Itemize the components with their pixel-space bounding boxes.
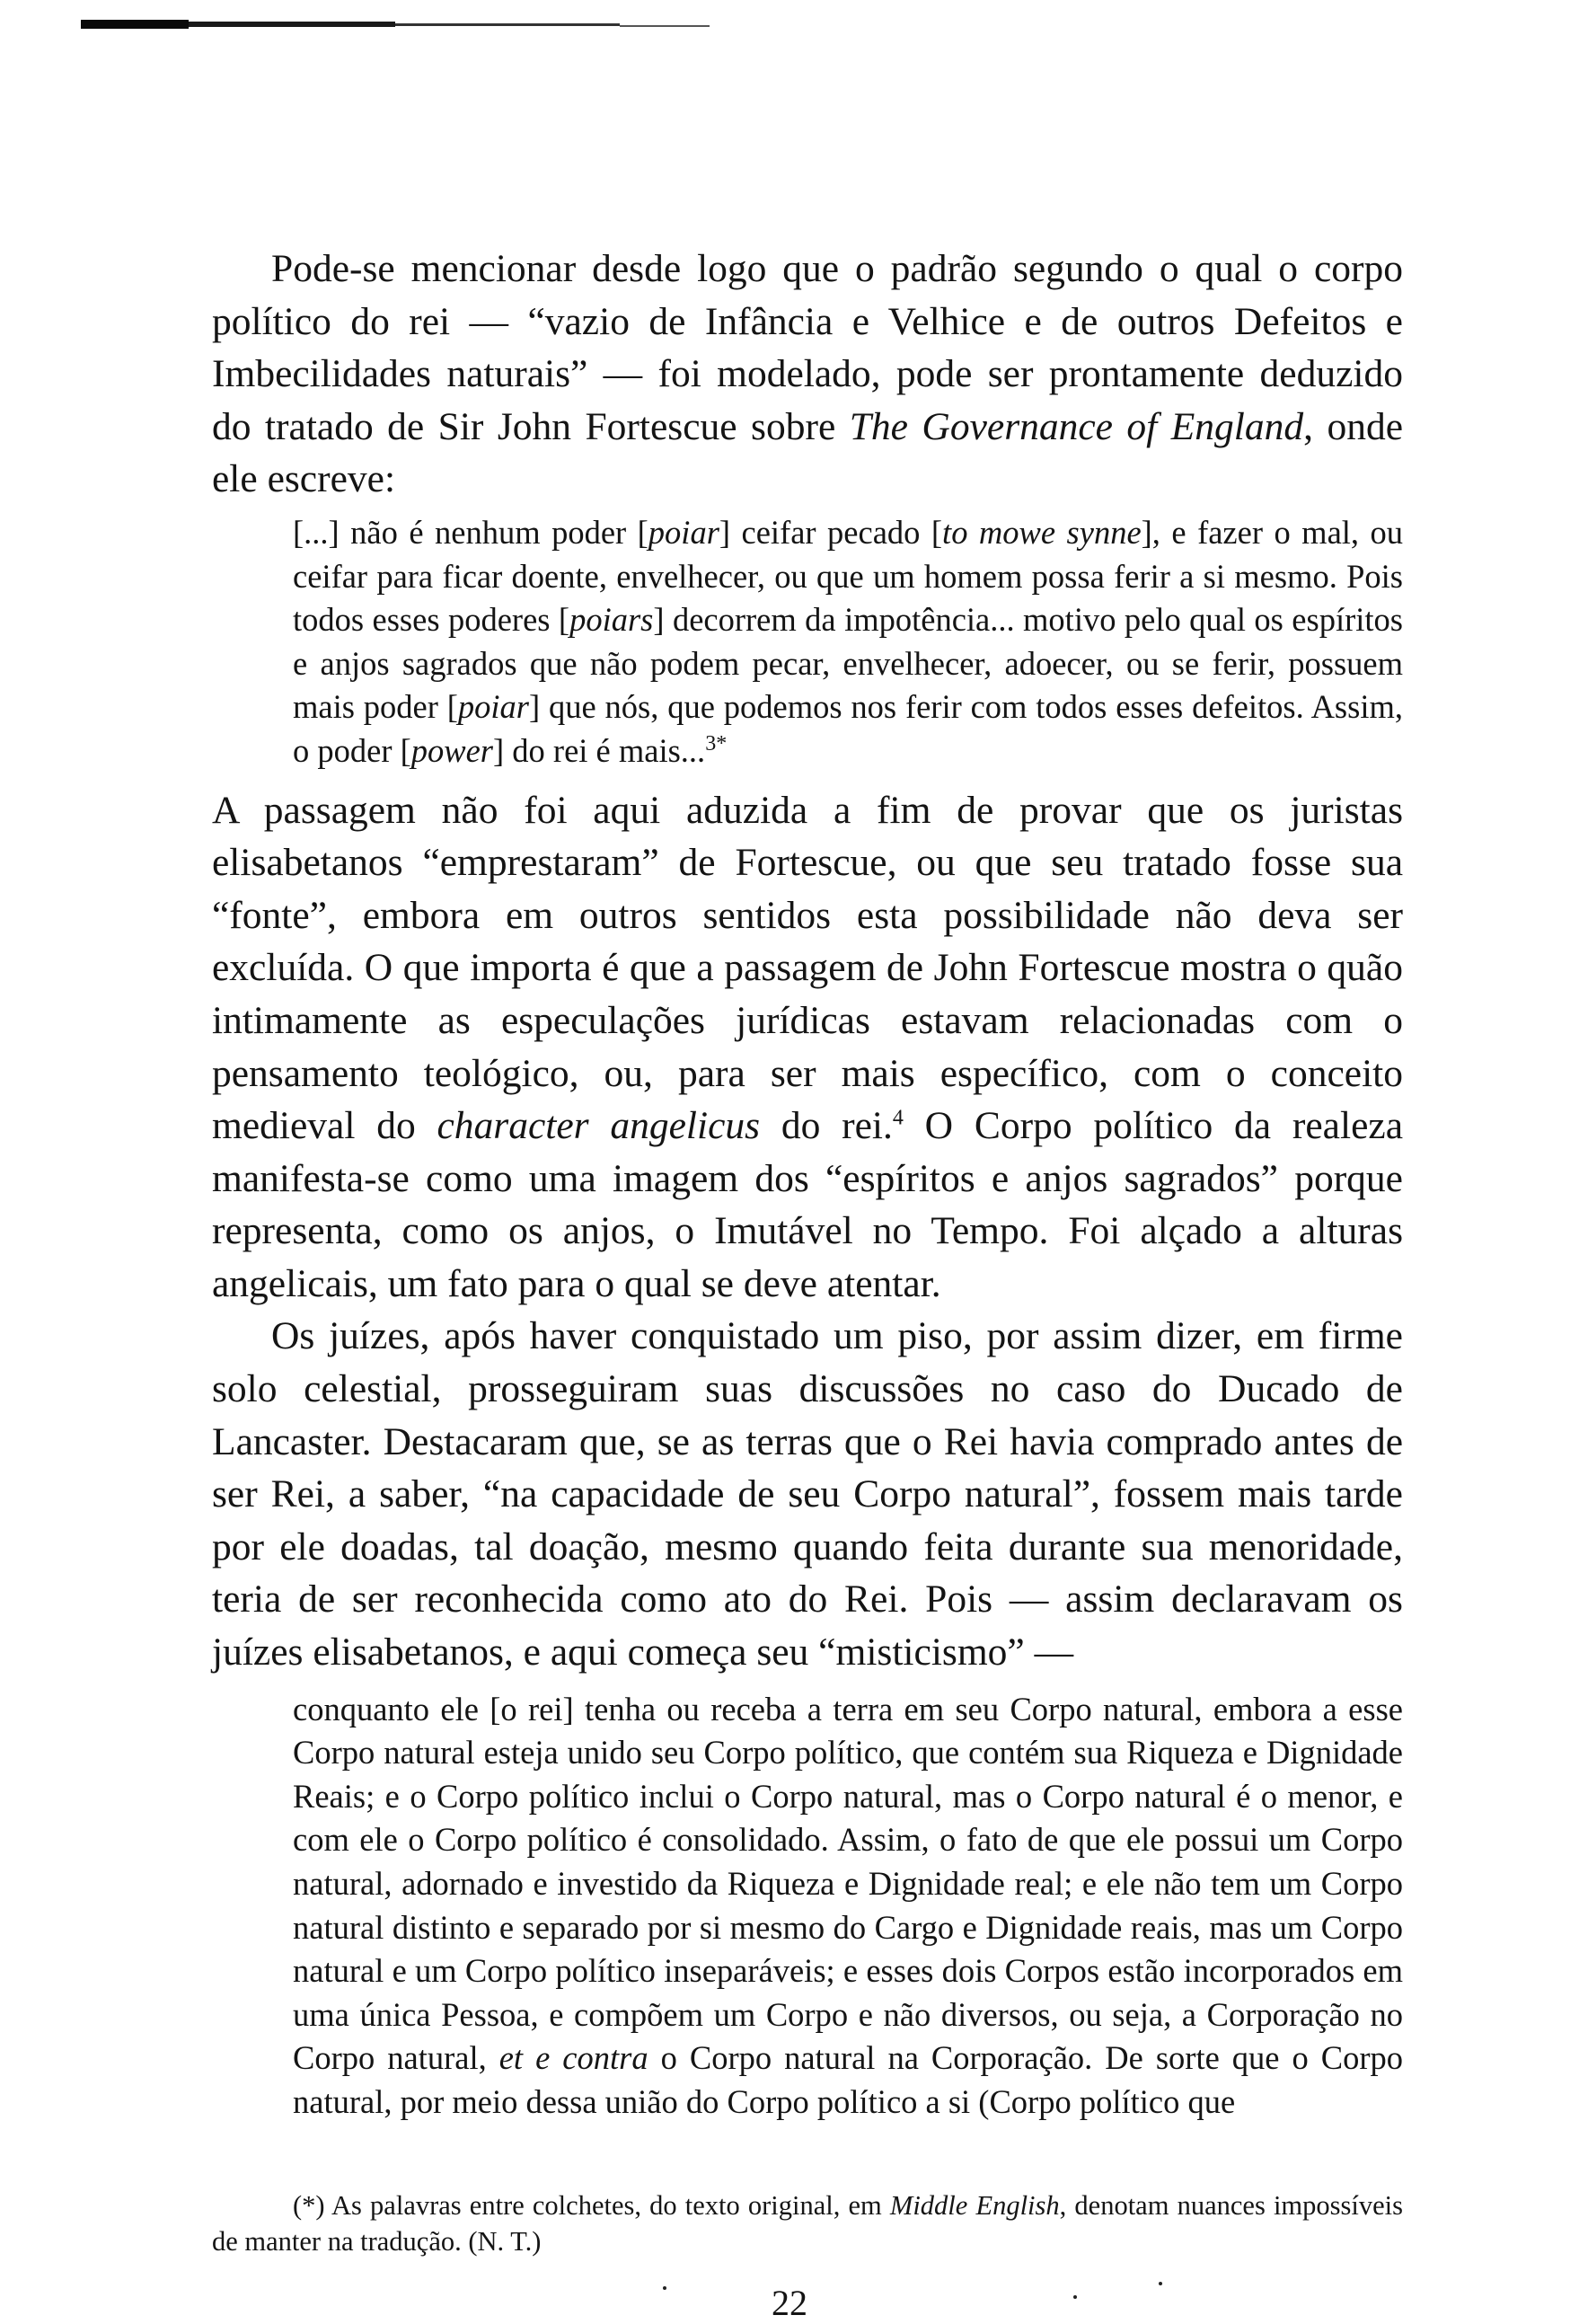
footnote-reference: 4: [892, 1106, 904, 1130]
scan-speck: [1073, 2295, 1077, 2299]
translator-footnote: (*) As palavras entre colchetes, do texto original, em Middle English, denotam nuances impossíveis de manter na tradução. (N. T.): [212, 2190, 1403, 2257]
block-quote-fortescue: [...] não é nenhum poder [poiar] ceifar pecado [to mowe synne], e fazer o mal, ou ceifar para ficar doente, envelhecer, ou que um homem possa ferir a si mesmo. Pois todos esses poderes [poiars] decorrem da impotência... motivo pelo qual os espíritos e anjos sagrados que não podem pecar, envelhecer, adoecer, ou se ferir, possuem mais poder [poiar] que nós, que podemos nos ferir com todos esses defeitos. Assim, o poder [power] do rei é mais...$^{3*}$: [293, 513, 1404, 769]
paragraph-1: Pode-se mencionar desde logo que o padrão segundo o qual o corpo político do rei — “vazio de Infância e Velhice e de outros Defeitos e Imbecilidades naturais” — foi modelado, pode ser prontamente deduzido do tratado de Sir John Fortescue sobre The Governance of England, onde ele escreve:: [212, 247, 1404, 501]
footnote-reference: 3*: [705, 731, 728, 756]
paragraph-3: Os juízes, após haver conquistado um piso, por assim dizer, em firme solo celestial, prosseguiram suas discussões no caso do Ducado de Lancaster. Destacaram que, se as terras que o Rei havia comprado antes de ser Rei, a saber, “na capacidade de seu Corpo natural”, fossem mais tarde por ele doadas, tal doação, mesmo quando feita durante sua menoridade, teria de ser reconhecida como ato do Rei. Pois — assim declaravam os juízes elisabetanos, e aqui começa seu “misticismo” —: [212, 1314, 1403, 1675]
paragraph-2: A passagem não foi aqui aduzida a fim de provar que os juristas elisabetanos “emprestaram” de Fortescue, ou que seu tratado fosse sua “fonte”, embora em outros sentidos esta possibilidade não deva ser excluída. O que importa é que a passagem de John Fortescue mostra o quão intimamente as especulações jurídicas estavam relacionadas com o pensamento teológico, ou, para ser mais específico, com o conceito medieval do character angelicus do rei.$^4$ O Corpo político da realeza manifesta-se como uma imagem dos “espíritos e anjos sagrados” porque representa, como os anjos, o Imutável no Tempo. Foi alçado a alturas angelicais, um fato para o qual se deve atentar.: [212, 788, 1403, 1305]
page-number: 22: [772, 2283, 807, 2323]
block-quote-judges: conquanto ele [o rei] tenha ou receba a terra em seu Corpo natural, embora a esse Corpo natural esteja unido seu Corpo político, que contém sua Riqueza e Dignidade Reais; e o Corpo político inclui o Corpo natural, mas o Corpo natural é o menor, e com ele o Corpo político é consolidado. Assim, o fato de que ele possui um Corpo natural, adornado e investido da Riqueza e Dignidade real; e ele não tem um Corpo natural distinto e separado por si mesmo do Cargo e Dignidade reais, mas um Corpo natural e um Corpo político inseparáveis; e esses dois Corpos estão incorporados em uma única Pessoa, e compõem um Corpo e não diversos, ou seja, a Corporação no Corpo natural, et e contra o Corpo natural na Corporação. De sorte que o Corpo natural, por meio dessa união do Corpo político a si (Corpo político que: [293, 1690, 1404, 2120]
scan-speck: [1159, 2282, 1162, 2285]
scan-speck: [663, 2286, 666, 2290]
scan-edge-mark: [81, 20, 710, 32]
page-body: [212, 243, 1403, 2125]
book-title: The Governance of England: [849, 404, 1304, 448]
